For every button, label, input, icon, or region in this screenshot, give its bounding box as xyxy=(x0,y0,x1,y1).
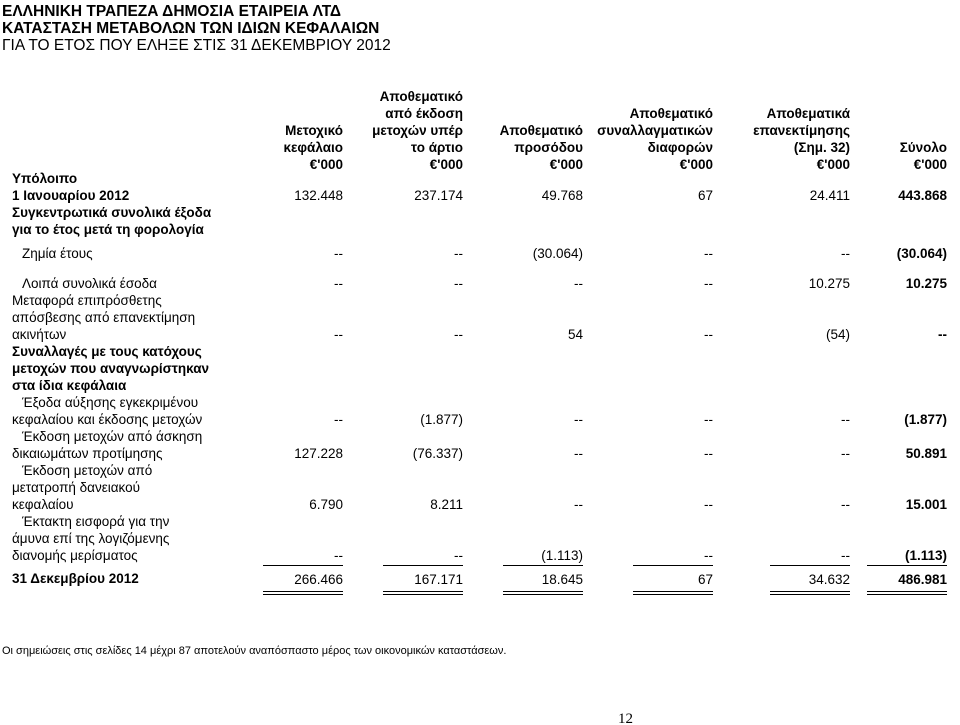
opening-total: 443.868 xyxy=(898,188,947,203)
rights-issue-share-premium: (76.337) xyxy=(412,446,463,461)
loss-revaluation-reserve: -- xyxy=(841,246,850,261)
rights-issue-total: 50.891 xyxy=(905,446,947,461)
row-label-rights-issue-line2: δικαιωμάτων προτίμησης xyxy=(12,446,163,461)
issue-costs-revaluation-reserve: -- xyxy=(841,412,850,427)
row-label-transfer-line3: ακινήτων xyxy=(12,327,67,342)
other-income-total: 10.275 xyxy=(905,276,947,291)
underline-revaluation-reserve xyxy=(770,565,850,566)
row-label-issue-costs-line2: κεφαλαίου και έκδοσης μετοχών xyxy=(12,412,203,427)
column-header-total: Σύνολο €'000 xyxy=(899,140,947,172)
transfer-total: -- xyxy=(938,327,947,342)
row-heading-owners-line2: μετοχών που αναγνωρίστηκαν xyxy=(12,361,210,376)
issue-costs-share-premium: (1.877) xyxy=(420,412,463,427)
row-label-rights-issue-line1: Έκδοση μετοχών από άσκηση xyxy=(22,429,203,444)
double-underline-total-top xyxy=(867,591,947,592)
double-underline-revaluation-reserve-top xyxy=(770,591,850,592)
double-underline-share-premium-top xyxy=(383,591,463,592)
closing-revenue-reserve: 18.645 xyxy=(541,572,583,587)
defence-levy-revaluation-reserve: -- xyxy=(841,548,850,563)
loan-conversion-revaluation-reserve: -- xyxy=(841,497,850,512)
double-underline-total-bottom xyxy=(867,594,947,595)
row-label-other-income: Λοιπά συνολικά έσοδα xyxy=(22,276,157,291)
rights-issue-revenue-reserve: -- xyxy=(574,446,583,461)
defence-levy-share-premium: -- xyxy=(454,548,463,563)
column-header-revaluation-reserve: Αποθεματικά επανεκτίμησης (Σημ. 32) €'000 xyxy=(753,106,850,172)
footer-note: Οι σημειώσεις στις σελίδες 14 μέχρι 87 αποτελούν αναπόσπαστο μέρος των οικονομικών καταστάσεων. xyxy=(2,645,507,657)
underline-exchange-reserve xyxy=(633,565,713,566)
double-underline-revenue-reserve-bottom xyxy=(503,594,583,595)
double-underline-revaluation-reserve-bottom xyxy=(770,594,850,595)
closing-share-premium: 167.171 xyxy=(414,572,463,587)
rights-issue-revaluation-reserve: -- xyxy=(841,446,850,461)
transfer-revaluation-reserve: (54) xyxy=(825,327,850,342)
row-label-loss: Ζημία έτους xyxy=(22,246,93,261)
bank-name: ΕΛΛΗΝΙΚΗ ΤΡΑΠΕΖΑ ΔΗΜΟΣΙΑ ΕΤΑΙΡΕΙΑ ΛΤΔ xyxy=(2,3,342,20)
closing-total: 486.981 xyxy=(898,572,947,587)
issue-costs-share-capital: -- xyxy=(334,412,343,427)
row-label-defence-levy-line2: άμυνα επί της λογιζόμενης xyxy=(12,531,170,546)
column-header-share-premium: Αποθεματικό από έκδοση μετοχών υπέρ το άρτιο €'000 xyxy=(372,89,463,172)
loss-share-premium: -- xyxy=(454,246,463,261)
defence-levy-revenue-reserve: (1.113) xyxy=(541,548,583,563)
loan-conversion-revenue-reserve: -- xyxy=(574,497,583,512)
transfer-revenue-reserve: 54 xyxy=(567,327,583,342)
rights-issue-exchange-reserve: -- xyxy=(704,446,713,461)
other-income-exchange-reserve: -- xyxy=(704,276,713,291)
underline-total xyxy=(867,565,947,566)
row-label-opening-line2: 1 Ιανουαρίου 2012 xyxy=(12,188,130,203)
transfer-share-premium: -- xyxy=(454,327,463,342)
loss-exchange-reserve: -- xyxy=(704,246,713,261)
double-underline-share-premium-bottom xyxy=(383,594,463,595)
row-heading-owners-line1: Συναλλαγές με τους κατόχους xyxy=(12,344,202,359)
underline-share-premium xyxy=(383,565,463,566)
loan-conversion-share-capital: 6.790 xyxy=(309,497,343,512)
opening-share-premium: 237.174 xyxy=(414,188,463,203)
closing-share-capital: 266.466 xyxy=(294,572,343,587)
other-income-revenue-reserve: -- xyxy=(574,276,583,291)
issue-costs-exchange-reserve: -- xyxy=(704,412,713,427)
row-label-loan-conversion-line1: Έκδοση μετοχών από xyxy=(22,463,153,478)
row-label-transfer-line1: Μεταφορά επιπρόσθετης xyxy=(12,293,162,308)
double-underline-share-capital-bottom xyxy=(263,594,343,595)
statement-title: ΚΑΤΑΣΤΑΣΗ ΜΕΤΑΒΟΛΩΝ ΤΩΝ ΙΔΙΩΝ ΚΕΦΑΛΑΙΩΝ xyxy=(2,20,380,37)
row-label-loan-conversion-line3: κεφαλαίου xyxy=(12,497,74,512)
issue-costs-total: (1.877) xyxy=(904,412,947,427)
opening-revenue-reserve: 49.768 xyxy=(541,188,583,203)
closing-exchange-reserve: 67 xyxy=(697,572,713,587)
row-heading-owners-line3: στα ίδια κεφάλαια xyxy=(12,378,127,393)
opening-exchange-reserve: 67 xyxy=(697,188,713,203)
loss-share-capital: -- xyxy=(334,246,343,261)
defence-levy-total: (1.113) xyxy=(904,548,947,563)
column-header-share-capital: Μετοχικό κεφάλαιο €'000 xyxy=(283,123,343,172)
row-label-defence-levy-line1: Έκτακτη εισφορά για την xyxy=(22,514,170,529)
issue-costs-revenue-reserve: -- xyxy=(574,412,583,427)
transfer-share-capital: -- xyxy=(334,327,343,342)
double-underline-exchange-reserve-top xyxy=(633,591,713,592)
row-label-issue-costs-line1: Έξοδα αύξησης εγκεκριμένου xyxy=(22,395,199,410)
transfer-exchange-reserve: -- xyxy=(704,327,713,342)
loan-conversion-exchange-reserve: -- xyxy=(704,497,713,512)
defence-levy-share-capital: -- xyxy=(334,548,343,563)
underline-revenue-reserve xyxy=(503,565,583,566)
loan-conversion-share-premium: 8.211 xyxy=(430,497,463,512)
row-label-transfer-line2: απόσβεσης από επανεκτίμηση xyxy=(12,310,196,325)
rights-issue-share-capital: 127.228 xyxy=(294,446,343,461)
double-underline-share-capital-top xyxy=(263,591,343,592)
loan-conversion-total: 15.001 xyxy=(905,497,947,512)
row-label-opening-line1: Υπόλοιπο xyxy=(12,171,78,186)
other-income-share-premium: -- xyxy=(454,276,463,291)
loss-revenue-reserve: (30.064) xyxy=(532,246,583,261)
other-income-share-capital: -- xyxy=(334,276,343,291)
row-label-defence-levy-line3: διανομής μερίσματος xyxy=(12,548,138,563)
row-label-loan-conversion-line2: μετατροπή δανειακού xyxy=(12,480,141,495)
row-heading-comprehensive-line1: Συγκεντρωτικά συνολικά έξοδα xyxy=(12,205,212,220)
row-heading-comprehensive-line2: για το έτος μετά τη φορολογία xyxy=(12,222,204,237)
column-header-revenue-reserve: Αποθεματικό προσόδου €'000 xyxy=(499,123,583,172)
statement-period: ΓΙΑ ΤΟ ΕΤΟΣ ΠΟΥ ΕΛΗΞΕ ΣΤΙΣ 31 ΔΕΚΕΜΒΡΙΟΥ 2012 xyxy=(2,37,391,54)
closing-revaluation-reserve: 34.632 xyxy=(808,572,850,587)
loss-total: (30.064) xyxy=(896,246,947,261)
underline-share-capital xyxy=(263,565,343,566)
double-underline-revenue-reserve-top xyxy=(503,591,583,592)
page-number: 12 xyxy=(618,711,633,725)
column-header-exchange-reserve: Αποθεματικό συναλλαγματικών διαφορών €'000 xyxy=(597,106,713,172)
double-underline-exchange-reserve-bottom xyxy=(633,594,713,595)
other-income-revaluation-reserve: 10.275 xyxy=(808,276,850,291)
opening-revaluation-reserve: 24.411 xyxy=(809,188,850,203)
defence-levy-exchange-reserve: -- xyxy=(704,548,713,563)
opening-share-capital: 132.448 xyxy=(294,188,343,203)
row-label-closing: 31 Δεκεμβρίου 2012 xyxy=(12,571,139,586)
